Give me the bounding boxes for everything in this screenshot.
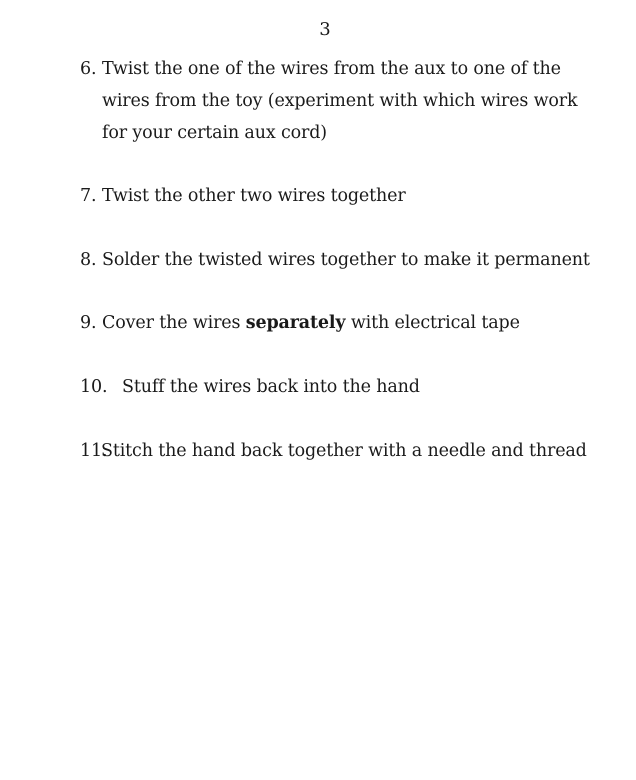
list-item [80, 307, 600, 339]
list-item [80, 244, 600, 276]
step-text: Twist the other two wires together [102, 186, 406, 206]
step-number: 10. [80, 377, 108, 397]
list-item [80, 53, 600, 149]
step-number: 9. [80, 313, 97, 333]
step-number: 8. [80, 250, 97, 270]
emphasis-text: separately [245, 313, 346, 333]
page-number: 3 [319, 19, 331, 40]
list-item [80, 435, 600, 467]
step-text-end: with electrical tape [345, 313, 520, 333]
step-number: 6. [80, 59, 97, 79]
step-text: Stitch the hand back together with a needle and thread [101, 441, 587, 461]
step-text: Solder the twisted wires together to make it permanent [102, 250, 590, 270]
step-number: 7. [80, 186, 97, 206]
list-item [80, 180, 600, 212]
step-text-start: Cover the wires [102, 313, 246, 333]
list-item [80, 371, 600, 403]
step-text [102, 307, 600, 339]
step-text: Stuff the wires back into the hand [122, 377, 420, 397]
step-text: Twist the one of the wires from the aux to one of the wires from the toy (experiment with which wires work for your certain aux cord) [102, 59, 578, 143]
step-number: 11. [80, 441, 108, 461]
